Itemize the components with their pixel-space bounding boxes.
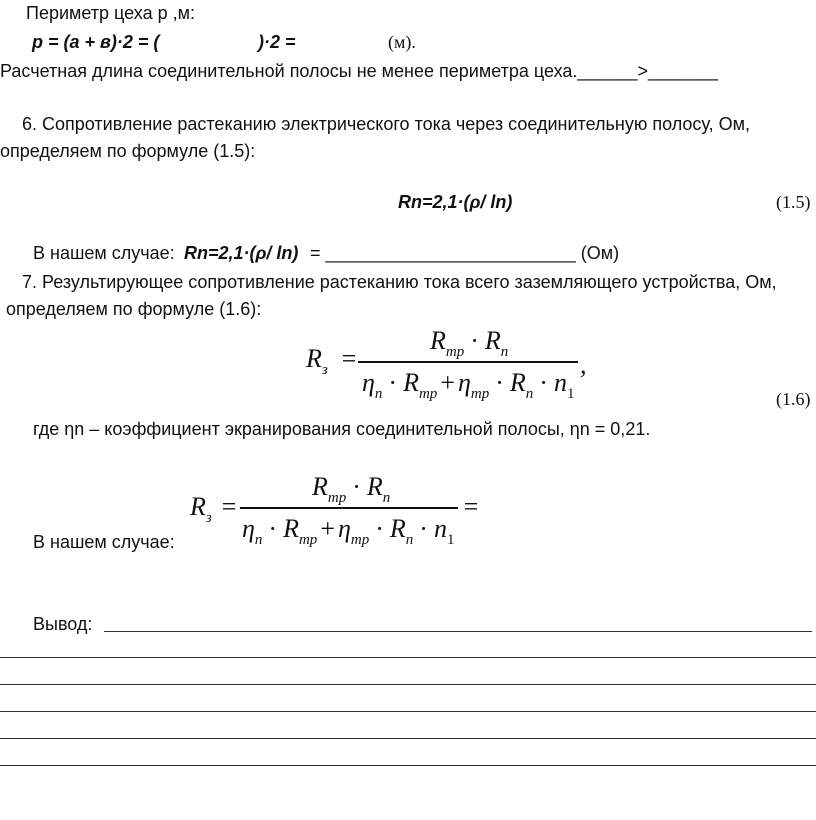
step7-line2: определяем по формуле (1.6): (6, 299, 262, 319)
formula-equals: = (340, 344, 358, 373)
formula-number-1-6: (1.6) (776, 389, 811, 409)
step6-case-label: В нашем случае: (33, 243, 175, 263)
case-equals: = (220, 492, 238, 521)
conclusion-line-2 (0, 657, 816, 658)
conclusion-line-3 (0, 684, 816, 685)
step7-note: где ηn – коэффициент экранирования соединительной полосы, ηn = 0,21. (33, 419, 651, 439)
step6-line2: определяем по формуле (1.5): (0, 141, 256, 161)
length-note: Расчетная длина соединительной полосы не менее периметра цеха.______>_______ (0, 61, 719, 81)
case-lhs: $R_з$ (190, 492, 212, 526)
case-trailing-equals: = (462, 492, 480, 521)
step6-formula: Rn=2,1·(ρ/ ln) (398, 192, 513, 212)
perimeter-formula-right: )·2 = (258, 32, 296, 52)
step7-case-label: В нашем случае: (33, 532, 175, 552)
formula-numerator: $R_{тр} \cdot R_n$ (430, 326, 509, 360)
conclusion-line-1 (104, 631, 812, 632)
step6-line1: 6. Сопротивление растеканию электрического тока через соединительную полосу, Ом, (22, 114, 750, 134)
perimeter-unit: (м). (388, 32, 416, 52)
formula-denominator: $\eta_n \cdot R_{тр} + \eta_{тр} \cdot R_n \cdot n_1$ (362, 368, 575, 402)
formula-number-1-5: (1.5) (776, 192, 811, 212)
step6-case-answer: = _________________________ (Ом) (310, 243, 620, 263)
conclusion-line-5 (0, 738, 816, 739)
case-fraction-line (240, 507, 458, 509)
step7-line1: 7. Результирующее сопротивление растеканию тока всего заземляющего устройства, Ом, (22, 272, 777, 292)
formula-lhs: $R_з$ (306, 344, 328, 378)
perimeter-formula-left: р = (а + в)·2 = ( (32, 32, 160, 52)
case-denominator: $\eta_n \cdot R_{тр} + \eta_{тр} \cdot R_n \cdot n_1$ (242, 514, 455, 548)
formula-comma: , (580, 350, 587, 379)
conclusion-line-6 (0, 765, 816, 766)
perimeter-label: Периметр цеха р ,м: (26, 3, 195, 23)
formula-fraction-line (358, 361, 578, 363)
case-numerator: $R_{тр} \cdot R_n$ (312, 472, 391, 506)
conclusion-line-4 (0, 711, 816, 712)
conclusion-label: Вывод: (33, 614, 93, 634)
step6-case-formula: Rn=2,1·(ρ/ ln) (184, 243, 299, 263)
